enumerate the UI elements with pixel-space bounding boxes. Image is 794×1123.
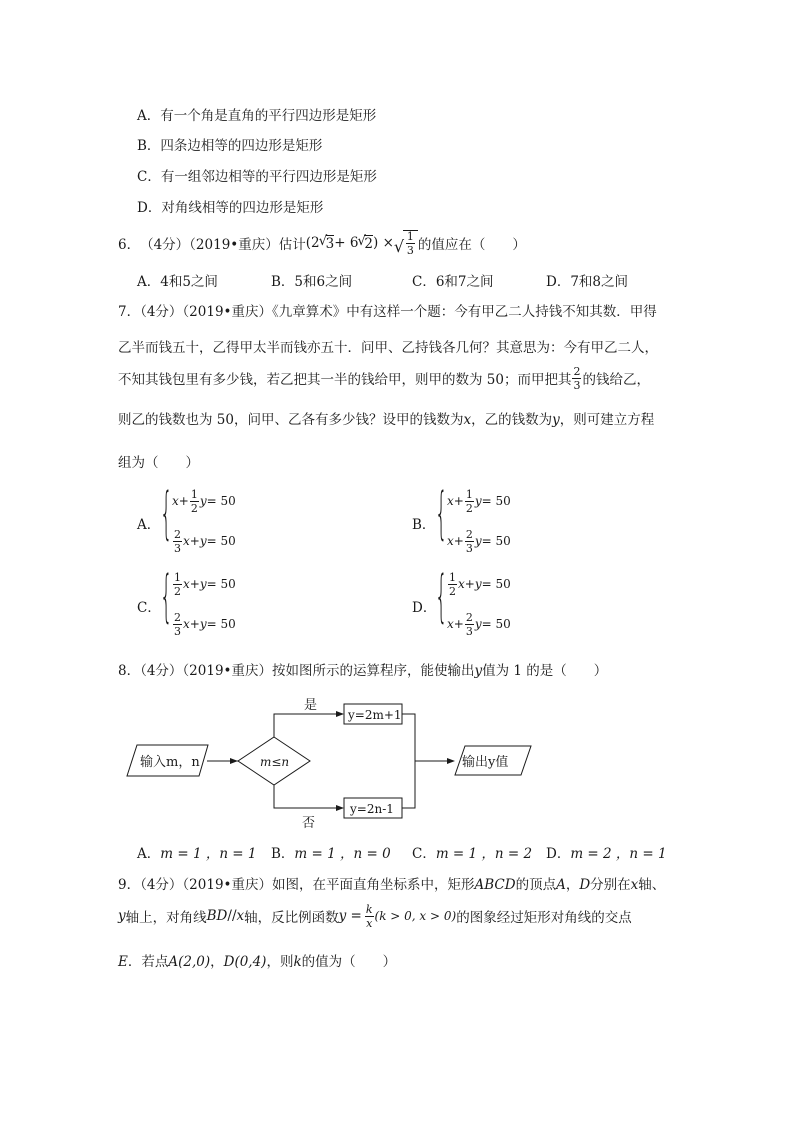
- arrowhead-icon: [447, 758, 455, 764]
- option-label: D．: [137, 200, 162, 216]
- option-label: A．: [137, 846, 161, 862]
- option-label: A．: [137, 274, 161, 290]
- sqrt-one-third: √ $\frac{1}{3}$: [403, 230, 418, 256]
- option-text: 7和8之间: [570, 274, 629, 290]
- fraction-two-thirds: $\frac{2}{3}$: [573, 364, 581, 392]
- brace-icon: {: [435, 564, 448, 629]
- brace-icon: {: [160, 481, 173, 546]
- option-label: C．: [412, 274, 436, 290]
- q9-line-2: y 轴上，对角线 BD // x 轴，反比例函数 y = $\frac{k}{x}$ (k > 0, x > 0) 的图象经过矩形对角线的交点: [118, 902, 632, 930]
- q6-tail: 的值应在（ ）: [417, 237, 526, 253]
- q7-line-3: 不知其钱包里有多少钱，若乙把其一半的钱给甲，则甲的数为 50；而甲把其 $\frac{2}{3}$ 的钱给乙，: [118, 364, 650, 392]
- q9-line-1: 9．（4分）（2019•重庆）如图，在平面直角坐标系中，矩形ABCD的顶点A，D分别在x轴、: [118, 877, 666, 893]
- option-label: A．: [137, 108, 161, 124]
- option-text: 4和5之间: [160, 274, 218, 290]
- option-text: 有一个角是直角的平行四边形是矩形: [160, 108, 377, 124]
- no-label: 否: [302, 816, 316, 831]
- q7-line-5: 组为（ ）: [118, 455, 199, 471]
- option-text: m = 1 ，n = 2: [435, 846, 533, 862]
- q6-number: 6．: [118, 237, 141, 253]
- q7-option-b-label: B．: [412, 517, 436, 533]
- q7-option-a-label: A．: [137, 517, 161, 533]
- merge-line: [402, 714, 415, 808]
- equation-2: x + $\frac{2}{3}$ y = 50: [447, 527, 511, 555]
- arrowhead-icon: [336, 711, 344, 717]
- equation-1: $\frac{1}{2}$ x + y = 50: [449, 570, 511, 598]
- option-text: m = 1 ，n = 0: [294, 846, 391, 862]
- yes-branch-line: [274, 714, 343, 737]
- equation-1: x + $\frac{1}{2}$ y = 50: [447, 487, 511, 515]
- q7-option-c-label: C．: [137, 600, 161, 616]
- q7-line-4: 则乙的钱数也为 50，问甲、乙各有多少钱？设甲的钱数为x，乙的钱数为y，则可建立方程: [118, 412, 655, 428]
- q7-option-d-label: D．: [412, 600, 437, 616]
- top-process-label: y=2m+1: [348, 708, 402, 722]
- option-text: 6和7之间: [435, 274, 494, 290]
- option-text: m = 2 ，n = 1: [570, 846, 667, 862]
- q6-expr-open: (2: [305, 235, 320, 251]
- option-label: C．: [137, 169, 161, 185]
- brace-icon: {: [435, 481, 448, 546]
- brace-icon: {: [160, 564, 173, 629]
- equation-2: $\frac{2}{3}$ x + y = 50: [174, 610, 236, 638]
- q7-line-2: 乙半而钱五十，乙得甲太半而钱亦五十．问甲、乙持钱各几何？其意思为：今有甲乙二人，: [118, 340, 658, 356]
- yes-label: 是: [304, 698, 318, 713]
- q9-line-3: E．若点A(2,0)，D(0,4)，则k的值为（ ）: [118, 954, 397, 970]
- equation-2: x + $\frac{2}{3}$ y = 50: [447, 610, 511, 638]
- q8-stem: 8．（4分）（2019•重庆）按如图所示的运算程序，能使输出y值为 1 的是（ ）: [118, 663, 608, 679]
- equation-2: $\frac{2}{3}$ x + y = 50: [174, 527, 236, 555]
- condition-label: m≤n: [260, 755, 290, 769]
- option-text: 5和6之间: [294, 274, 353, 290]
- option-label: D．: [546, 846, 571, 862]
- q8-option-b: [271, 842, 391, 862]
- q8-option-a: [137, 842, 257, 862]
- option-label: B．: [271, 846, 295, 862]
- equation-1: x + $\frac{1}{2}$ y = 50: [172, 487, 236, 515]
- q7-line-1: 7．（4分）（2019•重庆）《九章算术》中有这样一个题：今有甲乙二人持钱不知其数．甲得: [118, 304, 657, 320]
- no-branch-line: [274, 785, 343, 808]
- sqrt-3: √ 3: [318, 232, 335, 252]
- option-text: 对角线相等的四边形是矩形: [161, 200, 324, 216]
- option-label: B．: [271, 274, 295, 290]
- input-label: 输入m，n: [140, 755, 200, 770]
- q8-option-d: [546, 842, 667, 862]
- q6-expr-close: ) ×: [373, 235, 394, 251]
- option-label: C．: [412, 846, 436, 862]
- option-label: B．: [137, 138, 161, 154]
- option-label: D．: [546, 274, 571, 290]
- q6-meta: （4分）（2019•重庆）估计: [140, 237, 306, 253]
- option-text: m = 1 ，n = 1: [160, 846, 257, 862]
- option-text: 有一组邻边相等的平行四边形是矩形: [160, 169, 377, 185]
- arrowhead-icon: [230, 758, 238, 764]
- option-text: 四条边相等的四边形是矩形: [160, 138, 323, 154]
- fraction-k-over-x: $\frac{k}{x}$: [365, 902, 373, 930]
- bottom-process-label: y=2n-1: [350, 802, 394, 816]
- arrowhead-icon: [336, 805, 344, 811]
- equation-1: $\frac{1}{2}$ x + y = 50: [174, 570, 236, 598]
- q8-option-c: [412, 842, 532, 862]
- output-label: 输出y值: [462, 755, 509, 770]
- sqrt-2: √ 2: [357, 232, 374, 252]
- q6-plus: + 6: [334, 235, 359, 251]
